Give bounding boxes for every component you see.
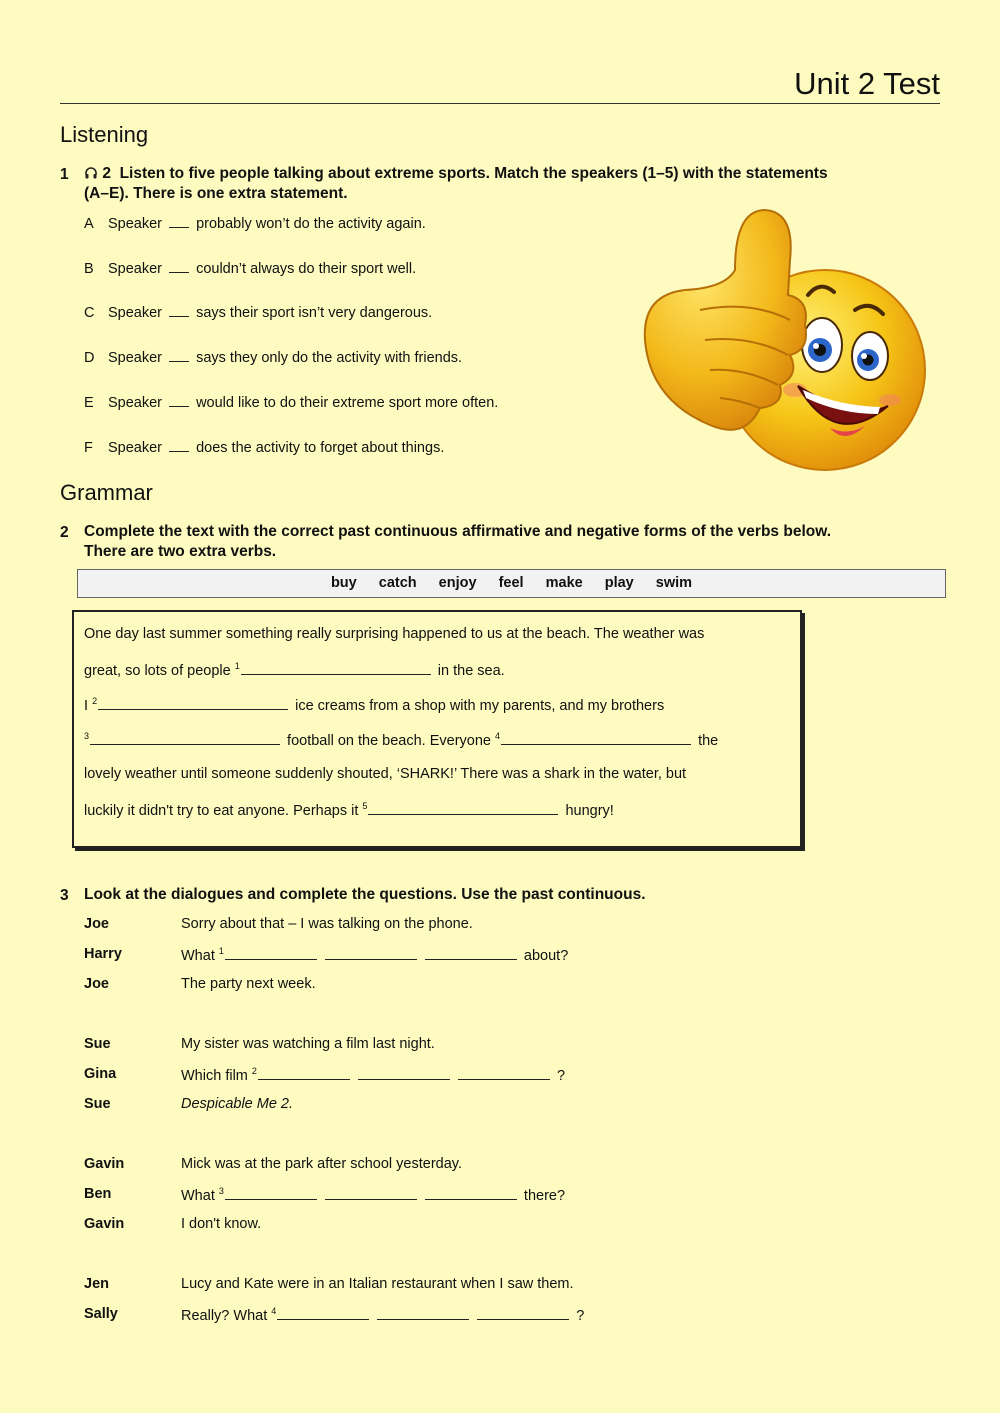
answer-blank[interactable] [377,1306,469,1320]
page-title: Unit 2 Test [794,66,940,101]
dialogue-line: Lucy and Kate were in an Italian restaurant when I saw them. [181,1276,574,1292]
list-item: F Speaker does the activity to forget about things. [84,440,445,456]
answer-blank[interactable] [425,1186,517,1200]
answer-blank[interactable] [169,214,189,228]
word-item: enjoy [438,575,477,591]
question-number-3: 3 [60,887,69,904]
dialogue-line: The party next week. [181,976,316,992]
text-line: luckily it didn't try to eat anyone. Perhaps it $^5$ hungry! [84,801,614,819]
speaker-name: Joe [84,976,109,992]
word-item: make [545,575,583,591]
answer-blank[interactable] [225,1186,317,1200]
answer-blank-1[interactable] [241,661,431,675]
word-item: swim [655,575,693,591]
word-item: catch [378,575,417,591]
dialogue-line: Despicable Me 2. [181,1096,294,1112]
list-item: E Speaker would like to do their extreme sport more often. [84,395,499,411]
speaker-name: Gina [84,1066,117,1082]
question-number-1: 1 [60,166,69,183]
list-item: B Speaker couldn’t always do their sport well. [84,261,417,277]
word-box [77,569,946,598]
answer-blank[interactable] [358,1066,450,1080]
answer-blank-3[interactable] [90,731,280,745]
text-line: $^3$ football on the beach. Everyone $^4$ the [84,731,719,749]
speaker-name: Sally [84,1306,118,1322]
answer-blank[interactable] [169,438,189,452]
answer-blank[interactable] [425,946,517,960]
question-number-2: 2 [60,524,69,541]
speaker-name: Sue [84,1096,111,1112]
dialogue-line: What $^1$ about? [181,946,569,964]
answer-blank[interactable] [258,1066,350,1080]
speaker-name: Harry [84,946,122,962]
dialogue-line: Which film $^2$ ? [181,1066,566,1084]
section-heading-grammar: Grammar [60,480,153,505]
text-line: lovely weather until someone suddenly shouted, ‘SHARK!’ There was a shark in the water, but [84,766,687,782]
speaker-name: Jen [84,1276,109,1292]
dialogue-line: Sorry about that – I was talking on the phone. [181,916,473,932]
answer-blank-5[interactable] [368,801,558,815]
list-item: D Speaker says they only do the activity with friends. [84,350,463,366]
text-line: great, so lots of people $^1$ in the sea. [84,661,505,679]
text-line: One day last summer something really surprising happened to us at the beach. The weather was [84,626,705,642]
word-item: play [604,575,634,591]
answer-blank[interactable] [325,946,417,960]
answer-blank[interactable] [169,259,189,273]
dialogue-line: I don't know. [181,1216,262,1232]
dialogue-line: Really? What $^4$ ? [181,1306,585,1324]
answer-blank[interactable] [277,1306,369,1320]
answer-blank[interactable] [325,1186,417,1200]
answer-blank[interactable] [169,393,189,407]
headphones-icon [84,166,98,180]
text-line: I $^2$ ice creams from a shop with my parents, and my brothers [84,696,665,714]
answer-blank-4[interactable] [501,731,691,745]
dialogue-line: What $^3$ there? [181,1186,566,1204]
speaker-name: Ben [84,1186,112,1202]
answer-blank[interactable] [477,1306,569,1320]
answer-blank[interactable] [169,303,189,317]
speaker-name: Gavin [84,1216,125,1232]
speaker-name: Gavin [84,1156,125,1172]
thumbs-up-emoji-icon [640,200,930,480]
answer-blank[interactable] [169,348,189,362]
speaker-name: Sue [84,1036,111,1052]
answer-blank[interactable] [458,1066,550,1080]
answer-blank[interactable] [225,946,317,960]
section-heading-listening: Listening [60,122,149,147]
question-1-instruction [84,164,828,204]
answer-blank-2[interactable] [98,696,288,710]
instruction-text-cont: (A–E). There is one extra statement. [84,185,348,202]
list-item: C Speaker says their sport isn’t very dangerous. [84,305,433,321]
question-2-instruction: Complete the text with the correct past continuous affirmative and negative forms of the verbs below. There are two extra verbs. [84,523,832,560]
speaker-name: Joe [84,916,109,932]
word-item: buy [330,575,357,591]
audio-track-number: 2 [102,165,111,182]
list-item: A Speaker probably won’t do the activity again. [84,216,426,232]
dialogue-line: My sister was watching a film last night. [181,1036,435,1052]
word-item: feel [498,575,524,591]
title-divider [60,103,940,104]
question-3-instruction: Look at the dialogues and complete the questions. Use the past continuous. [84,886,646,903]
dialogue-line: Mick was at the park after school yesterday. [181,1156,462,1172]
instruction-text: Listen to five people talking about extreme sports. Match the speakers (1–5) with the statements [119,165,828,182]
